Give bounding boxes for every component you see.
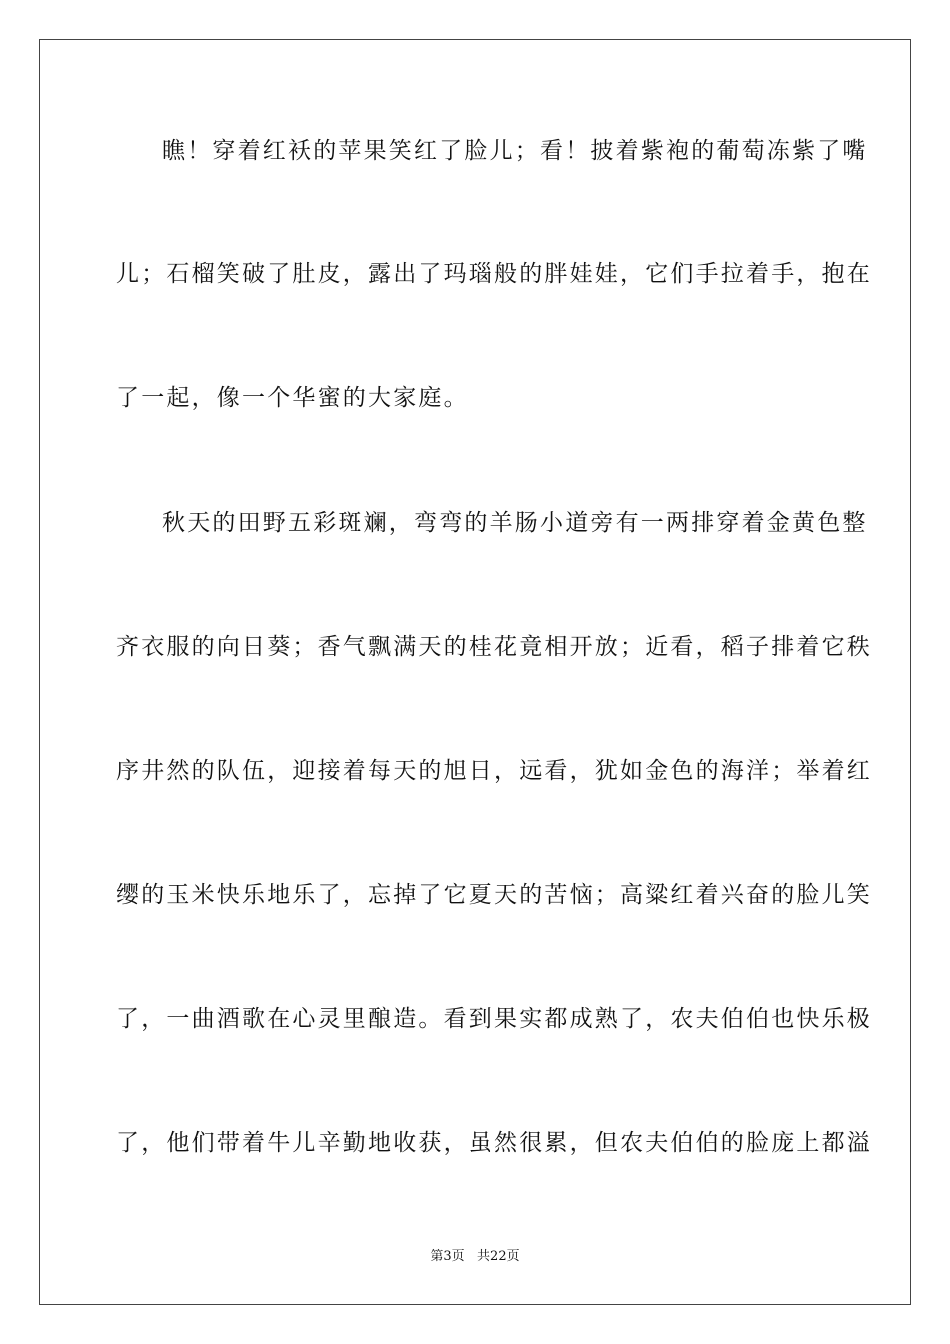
page-number-footer: 第3页 共22页 bbox=[430, 1249, 520, 1264]
paragraph-2-line-6: 了，他们带着牛儿辛勤地收获，虽然很累，但农夫伯伯的脸庞上都溢 bbox=[116, 1130, 872, 1156]
paragraph-2-line-4: 缨的玉米快乐地乐了，忘掉了它夏天的苦恼；高粱红着兴奋的脸儿笑 bbox=[116, 882, 872, 908]
paragraph-1-line-3: 了一起，像一个华蜜的大家庭。 bbox=[116, 385, 469, 411]
paragraph-1-line-1: 瞧！穿着红袄的苹果笑红了脸儿；看！披着紫袍的葡萄冻紫了嘴 bbox=[162, 138, 868, 164]
paragraph-1-line-2: 儿；石榴笑破了肚皮，露出了玛瑙般的胖娃娃，它们手拉着手，抱在 bbox=[116, 261, 872, 287]
paragraph-2-line-1: 秋天的田野五彩斑斓，弯弯的羊肠小道旁有一两排穿着金黄色整 bbox=[162, 510, 868, 536]
paragraph-2-line-5: 了，一曲酒歌在心灵里酿造。看到果实都成熟了，农夫伯伯也快乐极 bbox=[116, 1006, 872, 1032]
page-border bbox=[39, 39, 911, 1305]
paragraph-2-line-2: 齐衣服的向日葵；香气飘满天的桂花竟相开放；近看，稻子排着它秩 bbox=[116, 634, 872, 660]
paragraph-2-line-3: 序井然的队伍，迎接着每天的旭日，远看，犹如金色的海洋；举着红 bbox=[116, 758, 872, 784]
